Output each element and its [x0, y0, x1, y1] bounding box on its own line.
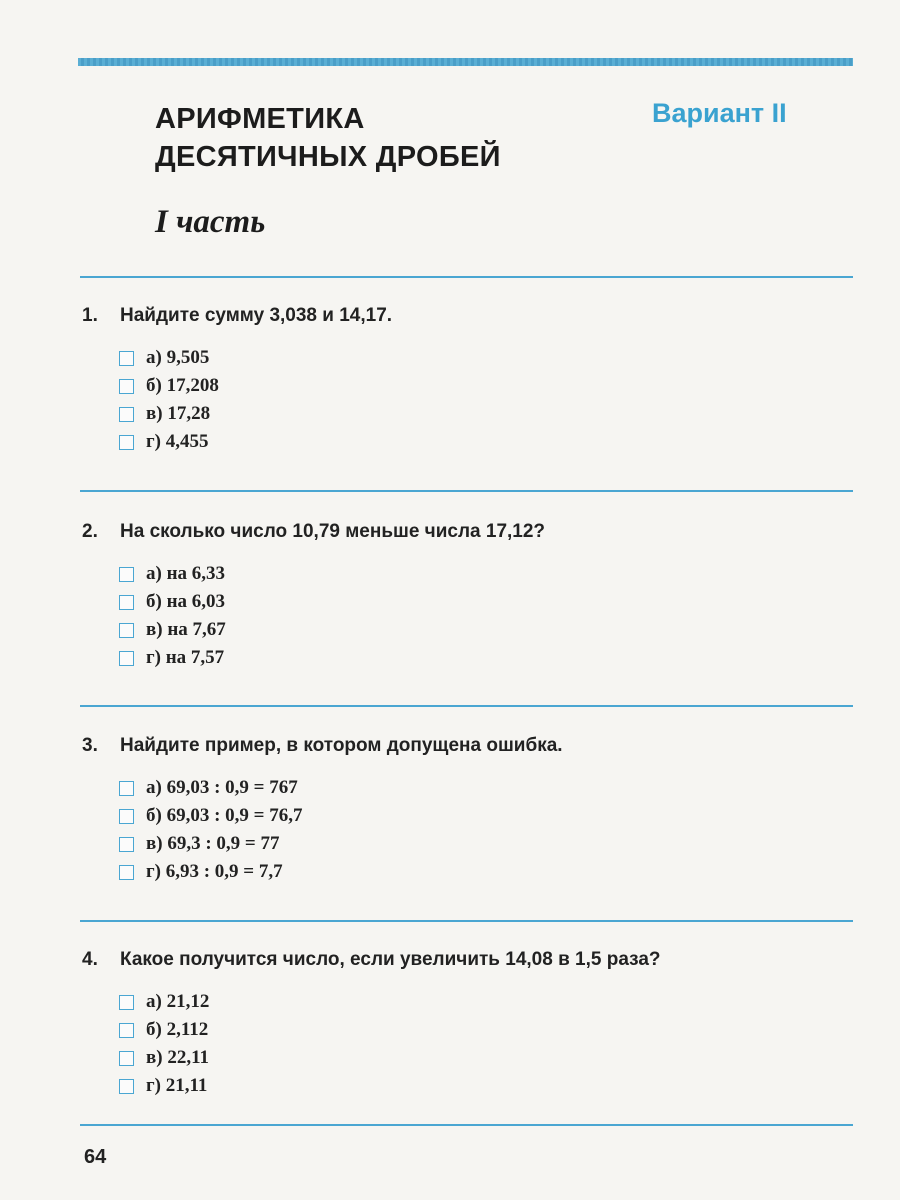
question-text: Найдите пример, в котором допущена ошибка.: [120, 735, 563, 756]
checkbox-icon[interactable]: [119, 435, 134, 450]
option-c[interactable]: [119, 1044, 852, 1072]
checkbox-icon[interactable]: [119, 837, 134, 852]
question-3: [82, 732, 852, 886]
option-label: а) 21,12: [146, 991, 210, 1012]
checkbox-icon[interactable]: [119, 1023, 134, 1038]
answer-options: [82, 774, 852, 886]
checkbox-icon[interactable]: [119, 351, 134, 366]
divider: [80, 276, 853, 278]
question-number: 2.: [82, 521, 98, 542]
option-d[interactable]: [119, 644, 852, 672]
checkbox-icon[interactable]: [119, 379, 134, 394]
checkbox-icon[interactable]: [119, 995, 134, 1010]
option-a[interactable]: [119, 774, 852, 802]
option-label: г) 4,455: [146, 431, 209, 452]
option-d[interactable]: [119, 428, 852, 456]
option-label: а) 69,03 : 0,9 = 767: [146, 777, 298, 798]
divider: [80, 490, 853, 492]
question-4: [82, 946, 852, 1100]
option-label: б) 17,208: [146, 375, 219, 396]
option-label: г) на 7,57: [146, 647, 225, 668]
checkbox-icon[interactable]: [119, 651, 134, 666]
title-line-1: АРИФМЕТИКА: [155, 103, 365, 135]
question-number: 3.: [82, 735, 98, 756]
answer-options: [82, 988, 852, 1100]
divider: [80, 920, 853, 922]
checkbox-icon[interactable]: [119, 595, 134, 610]
option-label: в) на 7,67: [146, 619, 226, 640]
option-a[interactable]: [119, 988, 852, 1016]
option-label: б) 69,03 : 0,9 = 76,7: [146, 805, 303, 826]
checkbox-icon[interactable]: [119, 781, 134, 796]
option-label: а) 9,505: [146, 347, 210, 368]
option-b[interactable]: [119, 802, 852, 830]
option-b[interactable]: [119, 372, 852, 400]
part-heading: I часть: [155, 204, 266, 240]
option-label: в) 69,3 : 0,9 = 77: [146, 833, 280, 854]
option-b[interactable]: [119, 1016, 852, 1044]
divider: [80, 705, 853, 707]
question-text: На сколько число 10,79 меньше числа 17,12?: [120, 521, 546, 542]
option-c[interactable]: [119, 616, 852, 644]
page-number: 64: [84, 1146, 107, 1168]
answer-options: [82, 560, 852, 672]
title-line-2: ДЕСЯТИЧНЫХ ДРОБЕЙ: [155, 141, 501, 173]
option-d[interactable]: [119, 1072, 852, 1100]
checkbox-icon[interactable]: [119, 809, 134, 824]
option-c[interactable]: [119, 830, 852, 858]
checkbox-icon[interactable]: [119, 865, 134, 880]
checkbox-icon[interactable]: [119, 1079, 134, 1094]
option-label: г) 6,93 : 0,9 = 7,7: [146, 861, 283, 882]
question-text: Какое получится число, если увеличить 14,08 в 1,5 раза?: [120, 949, 661, 970]
option-label: в) 22,11: [146, 1047, 210, 1068]
answer-options: [82, 344, 852, 456]
option-a[interactable]: [119, 344, 852, 372]
checkbox-icon[interactable]: [119, 1051, 134, 1066]
option-label: б) 2,112: [146, 1019, 209, 1040]
option-label: б) на 6,03: [146, 591, 226, 612]
option-a[interactable]: [119, 560, 852, 588]
question-number: 4.: [82, 949, 98, 970]
checkbox-icon[interactable]: [119, 623, 134, 638]
checkbox-icon[interactable]: [119, 407, 134, 422]
option-label: в) 17,28: [146, 403, 211, 424]
option-b[interactable]: [119, 588, 852, 616]
divider: [80, 1124, 853, 1126]
question-1: [82, 302, 852, 456]
question-number: 1.: [82, 305, 98, 326]
question-2: [82, 518, 852, 672]
question-text: Найдите сумму 3,038 и 14,17.: [120, 305, 393, 326]
option-c[interactable]: [119, 400, 852, 428]
header-color-band: [78, 58, 853, 66]
checkbox-icon[interactable]: [119, 567, 134, 582]
section-title: [155, 100, 501, 176]
option-label: а) на 6,33: [146, 563, 226, 584]
option-label: г) 21,11: [146, 1075, 208, 1096]
option-d[interactable]: [119, 858, 852, 886]
variant-label: Вариант II: [652, 98, 787, 128]
